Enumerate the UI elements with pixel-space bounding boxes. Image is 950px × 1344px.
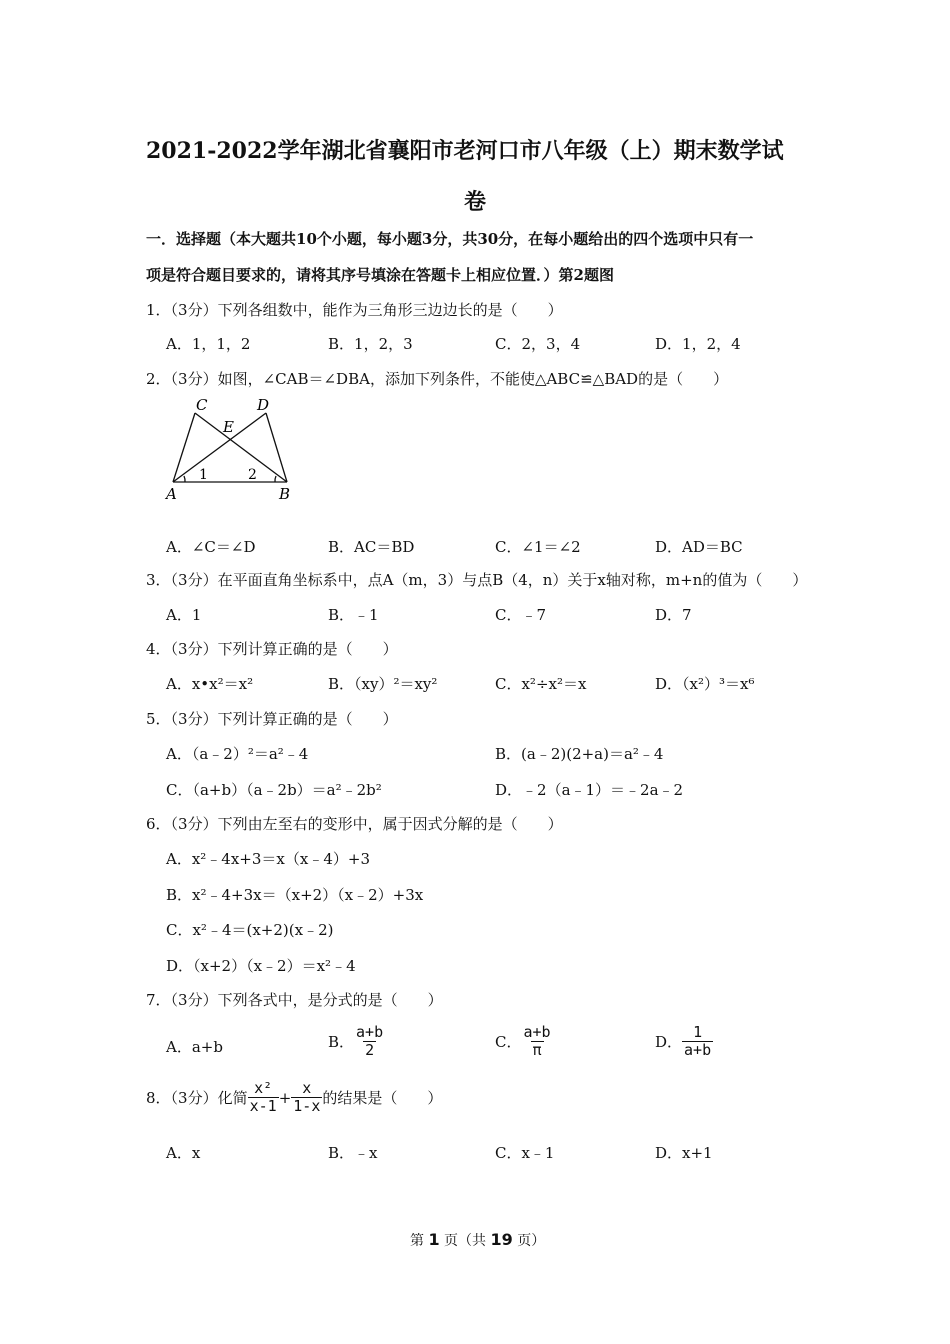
q7-option-a: A．a+b <box>166 1038 223 1056</box>
label-b: B <box>279 485 291 503</box>
q1-option-c: C．2，3，4 <box>495 335 581 353</box>
question-1-stem: 1．（3分）下列各组数中，能作为三角形三边边长的是（ ） <box>146 301 563 319</box>
label-e: E <box>223 418 234 436</box>
q7-option-d-label: D． <box>655 1033 683 1051</box>
label-angle-2: 2 <box>248 467 257 483</box>
label-a: A <box>166 485 177 503</box>
footer-total-pages: 19 <box>490 1230 513 1249</box>
q6-option-d: D．（x+2）（x﹣2）＝x²﹣4 <box>166 957 356 975</box>
q8-plus-operator: + <box>278 1088 292 1107</box>
fraction-denominator: x-1 <box>249 1097 277 1115</box>
q8-stem-prefix: 8．（3分）化简 <box>146 1089 248 1107</box>
question-2-stem: 2．（3分）如图，∠CAB＝∠DBA，添加下列条件，不能使△ABC≌△BAD的是（ ） <box>146 370 729 388</box>
question-4-stem: 4．（3分）下列计算正确的是（ ） <box>146 640 398 658</box>
q7-option-d <box>655 1024 713 1059</box>
question-7-stem: 7．（3分）下列各式中，是分式的是（ ） <box>146 991 443 1009</box>
q7-option-b-label: B． <box>328 1033 355 1051</box>
fraction-numerator: x <box>302 1079 312 1097</box>
q5-option-b: B．(a﹣2)(2+a)＝a²﹣4 <box>495 745 664 763</box>
q1-option-a: A．1，1，2 <box>166 335 251 353</box>
q6-option-b: B．x²﹣4+3x＝（x+2）（x﹣2）+3x <box>166 886 424 904</box>
label-d: D <box>257 396 270 414</box>
fraction-denominator: a+b <box>684 1041 712 1059</box>
section-heading-continued: 项是符合题目要求的，请将其序号填涂在答题卡上相应位置．）第2题图 <box>146 266 614 284</box>
fraction-numerator: a+b <box>523 1023 551 1041</box>
fraction-denominator: 1-x <box>293 1097 321 1115</box>
q2-option-d: D．AD＝BC <box>655 538 743 556</box>
question-3-stem: 3．（3分）在平面直角坐标系中，点A（m，3）与点B（4，n）关于x轴对称，m+n的值为（ ） <box>146 571 808 589</box>
q2-option-a: A．∠C＝∠D <box>166 538 256 556</box>
question-8-stem <box>146 1080 442 1115</box>
q8-option-d: D．x+1 <box>655 1144 713 1162</box>
fraction-numerator: a+b <box>356 1023 384 1041</box>
q3-option-d: D．7 <box>655 606 692 624</box>
q1-option-b: B．1，2，3 <box>328 335 413 353</box>
q4-option-b: B．（xy）²＝xy² <box>328 675 438 693</box>
footer-suffix: 页） <box>517 1233 546 1249</box>
footer-mid: 页（共 <box>444 1233 487 1249</box>
question-5-stem: 5．（3分）下列计算正确的是（ ） <box>146 710 398 728</box>
q7-option-c <box>495 1024 553 1059</box>
q3-option-c: C．﹣7 <box>495 606 547 624</box>
triangle-figure <box>160 392 310 507</box>
footer-page-number: 1 <box>428 1230 440 1249</box>
q3-option-b: B．﹣1 <box>328 606 379 624</box>
fraction-denominator: π <box>532 1041 542 1059</box>
q7-option-c-label: C． <box>495 1033 522 1051</box>
q8-fraction-1 <box>248 1080 279 1115</box>
footer-prefix: 第 <box>410 1233 424 1249</box>
fraction-numerator: x² <box>254 1079 273 1097</box>
q6-option-a: A．x²﹣4x+3＝x（x﹣4）+3 <box>166 850 370 868</box>
page-title: 2021-2022学年湖北省襄阳市老河口市八年级（上）期末数学试 <box>146 138 784 164</box>
label-c: C <box>196 396 208 414</box>
q2-option-b: B．AC＝BD <box>328 538 415 556</box>
q7-fraction-c <box>521 1024 552 1059</box>
q7-fraction-d <box>682 1024 713 1059</box>
fraction-numerator: 1 <box>693 1023 703 1041</box>
page-footer <box>410 1230 545 1250</box>
q8-option-b: B．﹣x <box>328 1144 378 1162</box>
section-heading: 一．选择题（本大题共10个小题，每小题3分，共30分，在每小题给出的四个选项中只有一 <box>146 230 754 248</box>
q8-stem-suffix: 的结果是（ ） <box>322 1089 443 1107</box>
q7-option-b <box>328 1024 385 1059</box>
q4-option-a: A．x•x²＝x² <box>166 675 254 693</box>
q5-option-a: A．（a﹣2）²＝a²﹣4 <box>166 745 309 763</box>
q2-option-c: C．∠1＝∠2 <box>495 538 581 556</box>
question-6-stem: 6．（3分）下列由左至右的变形中，属于因式分解的是（ ） <box>146 815 563 833</box>
q7-fraction-b <box>354 1024 385 1059</box>
q5-option-c: C．（a+b）（a﹣2b）＝a²﹣2b² <box>166 781 382 799</box>
label-angle-1: 1 <box>199 467 208 483</box>
q1-option-d: D．1，2，4 <box>655 335 741 353</box>
q4-option-c: C．x²÷x²＝x <box>495 675 587 693</box>
q3-option-a: A．1 <box>166 606 202 624</box>
q4-option-d: D．（x²）³＝x⁶ <box>655 675 755 693</box>
q8-fraction-2 <box>291 1080 322 1115</box>
q8-option-a: A．x <box>166 1144 201 1162</box>
q8-option-c: C．x﹣1 <box>495 1144 555 1162</box>
fraction-denominator: 2 <box>365 1041 375 1059</box>
q6-option-c: C．x²﹣4＝(x+2)(x﹣2) <box>166 921 334 939</box>
page-title-continued: 卷 <box>464 189 487 215</box>
q5-option-d: D．﹣2（a﹣1）＝﹣2a﹣2 <box>495 781 684 799</box>
